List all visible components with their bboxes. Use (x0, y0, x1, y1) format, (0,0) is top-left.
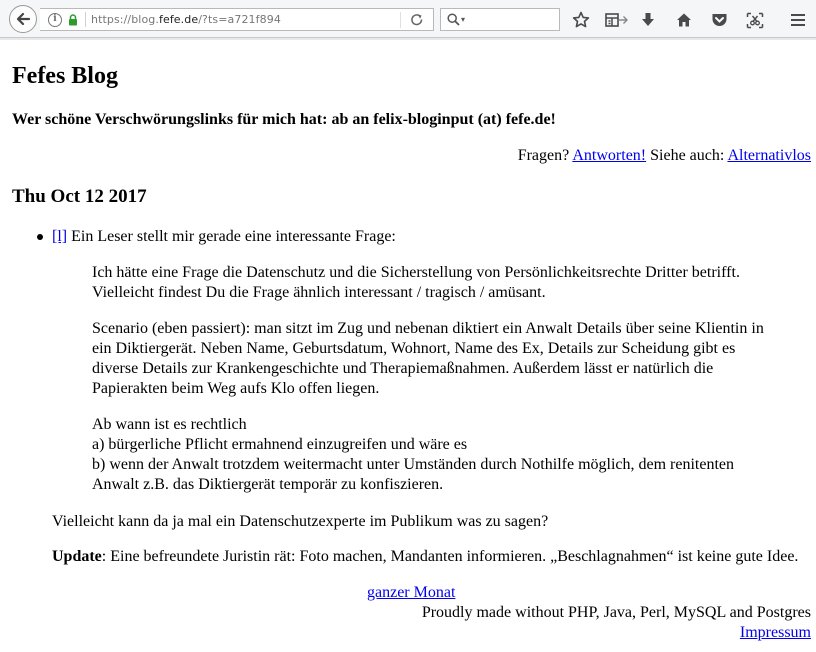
see-also-text: Siehe auch: (650, 147, 725, 164)
menu-hamburger-icon[interactable] (787, 9, 809, 31)
blog-subtitle: Wer schöne Verschwörungslinks für mich hat: ab an felix-bloginput (at) fefe.de! (12, 111, 556, 128)
library-icon[interactable] (601, 9, 623, 31)
pocket-icon[interactable] (708, 9, 730, 31)
bookmark-star-icon[interactable] (570, 9, 592, 31)
blog-title: Fefes Blog (12, 63, 118, 89)
post-update (52, 547, 812, 567)
quote-paragraph-3: Ab wann ist es rechtlich a) bürgerliche Pflicht ermahnend einzugreifen und wäre es b) wenn der Anwalt trotzdem weitermacht unter Umständen durch Nothilfe möglich, dem renitenten Anwalt z.B. das Diktiergerät temporär zu konfiszieren. (92, 416, 735, 493)
quote-paragraph-2: Scenario (eben passiert): man sitzt im Zug und nebenan diktiert ein Anwalt Details über seine Klientin in ein Diktiergerät. Neben Name, Geburtsdatum, Wohnort, Name des Ex, Details zur Scheidung gibt es diverse Details zur Krankengeschichte und Therapiemaßnahmen. Außerdem lässt er natürlich die Papierakten beim Weg aufs Klo offen liegen. (92, 320, 764, 397)
url-separator (85, 12, 86, 27)
header-links (518, 146, 811, 166)
post-intro: Ein Leser stellt mir gerade eine interessante Frage: (71, 228, 396, 245)
search-icon[interactable] (447, 13, 460, 26)
post-followup: Vielleicht kann da ja mal ein Datenschutzexperte im Publikum was zu sagen? (52, 513, 549, 530)
arrow-left-icon (15, 11, 31, 27)
screenshot-icon[interactable] (744, 9, 766, 31)
permalink-link[interactable]: [l] (52, 228, 68, 245)
footer-proud-text: Proudly made without PHP, Java, Perl, MySQL and Postgres (421, 604, 811, 621)
quote-paragraph-1: Ich hätte eine Frage die Datenschutz und die Sicherstellung von Persönlichkeitsrechte Dritter betrifft. Vielleicht findest Du die Frage ähnlich interessant / tragisch / amüsant. (92, 264, 740, 301)
alternativlos-link[interactable]: Alternativlos (727, 147, 811, 164)
post-date: Thu Oct 12 2017 (12, 186, 147, 207)
whole-month-link[interactable]: ganzer Monat (367, 584, 456, 601)
answers-link[interactable]: Antworten! (572, 147, 647, 164)
update-text: : Eine befreundete Juristin rät: Foto machen, Mandanten informieren. „Beschlagnahmen“ ist keine gute Idee. (101, 548, 799, 565)
url-bar[interactable] (40, 8, 434, 31)
impressum-link[interactable]: Impressum (739, 624, 811, 641)
lock-icon[interactable] (68, 14, 78, 26)
blockquote (92, 263, 782, 303)
search-input[interactable] (469, 10, 618, 29)
search-engine-dropdown-icon[interactable]: ▾ (461, 15, 466, 24)
search-bar[interactable] (440, 8, 560, 31)
blockquote-p3 (92, 415, 782, 495)
url-text[interactable]: https://blog.fefe.de/?ts=a721f894 (91, 13, 281, 26)
post-intro-line (52, 227, 396, 247)
reload-icon[interactable] (407, 11, 427, 29)
info-icon[interactable]: i (48, 13, 62, 27)
questions-text: Fragen? (517, 147, 570, 164)
browser-toolbar (0, 0, 816, 38)
update-label: Update (52, 548, 102, 565)
back-button[interactable] (9, 5, 37, 33)
home-icon[interactable] (673, 9, 695, 31)
download-icon[interactable] (637, 9, 659, 31)
blockquote-p2 (92, 319, 782, 399)
list-bullet (37, 234, 43, 240)
